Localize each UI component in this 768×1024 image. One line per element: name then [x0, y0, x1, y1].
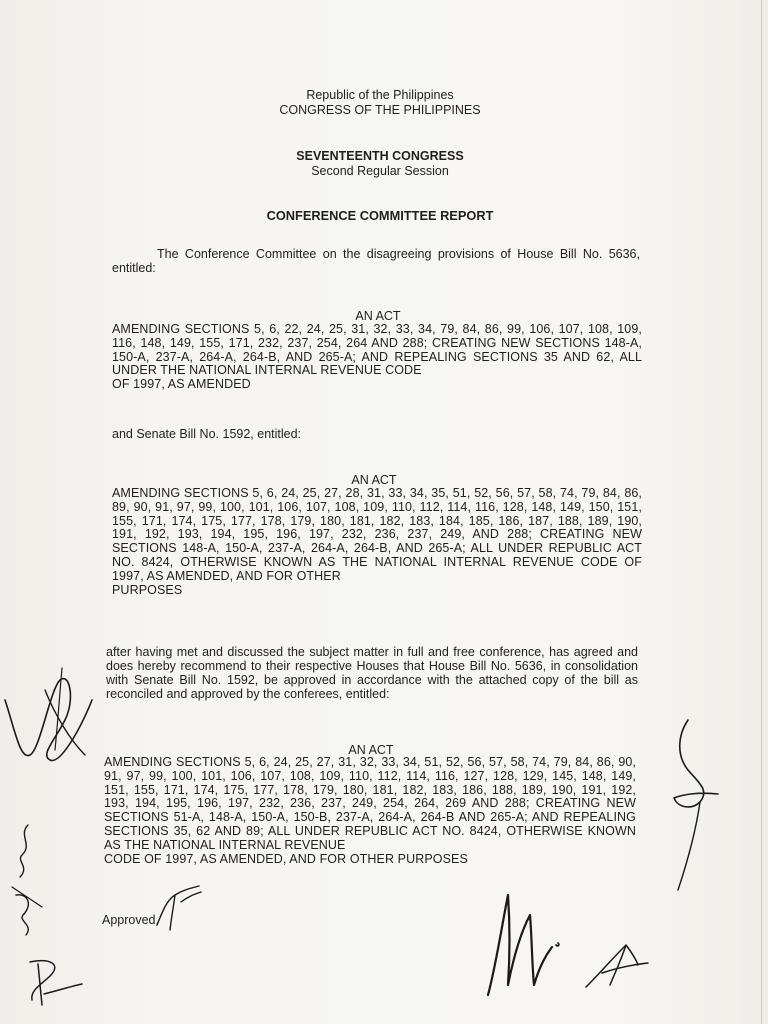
reconciled-bill-title-text: AMENDING SECTIONS 5, 6, 24, 25, 27, 31, 32, 33, 34, 51, 52, 56, 57, 58, 74, 79, 84, 86, 90, 91, 97, 99, 100, 101, 106, 107, 108, 109, 110, 112, 114, 116, 127, 128, 129, 145, 148, 149, 151, 155, 171, 174, 175, 177, 178, 179, 180, 181, 182, 183, 186, 188, 189, 190, 191, 192, 193, 194, 195, 196, 197, 232, 236, 237, 249, 254, 264, 269 AND 288; CREATING NEW SECTIONS 51-A, 148-A, 150-A, 150-B, 237-A, 264-A, 264-B AND 265-A; AND REPEALING SECTIONS 35, 62 AND 89; ALL UNDER REPUBLIC ACT NO. 8424, OTHERWISE KNOWN AS THE NATIONAL INTERNAL REVENUE	[104, 755, 636, 852]
initials-left-vertical	[8, 815, 48, 950]
initials-left-bottom	[20, 950, 90, 1010]
senate-bill-title	[112, 487, 642, 597]
house-bill-title-text: AMENDING SECTIONS 5, 6, 22, 24, 25, 31, 32, 33, 34, 79, 84, 86, 99, 106, 107, 108, 109, 116, 148, 149, 155, 171, 232, 237, 254, 264 AND 288; CREATING NEW SECTIONS 148-A, 150-A, 237-A, 264-A, 264-B, AND 265-A; AND REPEALING SECTIONS 35 AND 62, ALL UNDER THE NATIONAL INTERNAL REVENUE CODE	[112, 322, 642, 378]
senate-intro: and Senate Bill No. 1592, entitled:	[112, 427, 302, 441]
house-bill-title	[112, 323, 642, 392]
initials-right-bottom	[580, 935, 655, 995]
senate-bill-title-text: AMENDING SECTIONS 5, 6, 24, 25, 27, 28, 31, 33, 34, 35, 51, 52, 56, 57, 58, 74, 79, 84, 86, 89, 90, 91, 97, 99, 100, 101, 106, 107, 108, 109, 110, 112, 114, 116, 128, 148, 149, 150, 151, 155, 171, 174, 175, 177, 178, 179, 180, 181, 182, 183, 184, 185, 186, 187, 188, 189, 190, 191, 192, 193, 194, 195, 196, 197, 232, 236, 237, 249, AND 288; CREATING NEW SECTIONS 148-A, 150-A, 237-A, 264-A, 264-B, AND 265-A; ALL UNDER REPUBLIC ACT NO. 8424, OTHERWISE KNOWN AS THE NATIONAL INTERNAL REVENUE CODE OF 1997, AS AMENDED, AND FOR OTHER	[112, 486, 642, 583]
page-edge	[761, 0, 762, 1024]
reconciled-bill-title	[104, 756, 636, 866]
header-congress: CONGRESS OF THE PHILIPPINES	[279, 103, 481, 117]
report-title: CONFERENCE COMMITTEE REPORT	[266, 208, 494, 223]
signature-left-top	[0, 660, 110, 780]
intro-paragraph: The Conference Committee on the disagreeing provisions of House Bill No. 5636, entitled:	[112, 247, 640, 275]
signature-center	[478, 885, 568, 1005]
approved-label: Approved,	[102, 913, 159, 927]
house-bill-heading: AN ACT	[355, 309, 401, 323]
signature-right	[648, 710, 728, 900]
senate-bill-title-end: PURPOSES	[112, 582, 183, 597]
header-republic: Republic of the Philippines	[306, 88, 454, 102]
header-congress-number: SEVENTEENTH CONGRESS	[296, 149, 464, 163]
reconciled-bill-heading: AN ACT	[348, 743, 394, 757]
recommendation-paragraph: after having met and discussed the subject matter in full and free conference, has agreed and does hereby recommend to their respective Houses that House Bill No. 5636, in consolidation with Senate Bill No. 1592, be approved in accordance with the attached copy of the bill as reconciled and approved by the conferees, entitled:	[106, 645, 638, 701]
initials-approved	[145, 880, 205, 935]
header-session: Second Regular Session	[311, 164, 449, 178]
reconciled-bill-title-end: CODE OF 1997, AS AMENDED, AND FOR OTHER PURPOSES	[104, 851, 468, 866]
house-bill-title-end: OF 1997, AS AMENDED	[112, 377, 251, 392]
senate-bill-heading: AN ACT	[351, 473, 397, 487]
